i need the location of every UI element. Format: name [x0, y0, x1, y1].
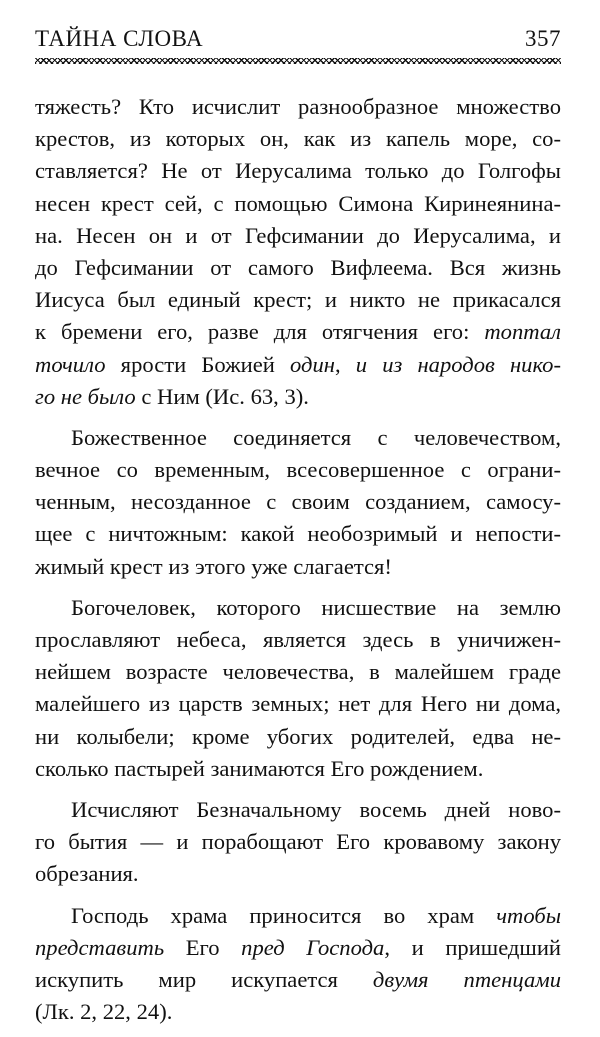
text-line: Исчисляют Безначальному восемь дней ново-	[71, 796, 561, 822]
paragraph-2	[35, 422, 561, 583]
header-ornamental-rule	[35, 58, 561, 64]
text-line: жимый крест из этого уже слагается!	[35, 553, 392, 579]
text-line: на. Несен он и от Гефсимании до Иерусалима, и	[35, 222, 561, 248]
text-line: обрезания.	[35, 861, 139, 887]
italic-run: го не было	[35, 383, 136, 409]
text-line	[35, 349, 561, 381]
paragraph-3	[35, 592, 561, 785]
text-run: ярости Божией	[105, 351, 291, 377]
text-line: тяжесть? Кто исчислит разнообразное множество	[35, 94, 561, 119]
text-line: Богочеловек, которого нисшествие на землю	[71, 594, 561, 620]
text-line: крестов, из которых он, как из капель море, со-	[35, 126, 561, 152]
italic-run: топтал	[484, 319, 561, 345]
text-line: го бытия — и порабощают Его кровавому закону	[35, 829, 561, 855]
italic-run: точило	[35, 351, 106, 377]
text-line: нейшем возрасте человечества, в малейшем граде	[35, 659, 561, 685]
text-line	[35, 316, 561, 348]
text-line: малейшего из царств земных; нет для Него ни дома,	[35, 691, 561, 717]
text-line: (Лк. 2, 22, 24).	[35, 999, 173, 1025]
text-line: ставляется? Не от Иерусалима только до Голгофы	[35, 158, 561, 184]
page-body	[35, 91, 561, 1037]
italic-run: двумя птенцами	[372, 966, 561, 992]
paragraph-4	[35, 794, 561, 891]
text-run: , и пришедший	[384, 934, 561, 960]
text-run: Его	[164, 934, 242, 960]
text-line	[35, 900, 561, 932]
italic-run: представить	[35, 934, 165, 960]
paragraph-5	[35, 900, 561, 1029]
italic-run: пред Господа	[241, 934, 385, 960]
text-line: несен крест сей, с помощью Симона Киринеянина-	[35, 190, 561, 216]
text-run: Господь храма приносится во храм	[71, 902, 497, 928]
text-line	[35, 381, 561, 413]
text-line: сколько пастырей занимаются Его рождением.	[35, 755, 484, 781]
italic-run: и из народов нико-	[355, 351, 561, 377]
text-run: ,	[334, 351, 356, 377]
text-line: вечное со временным, всесовершенное с ограни-	[35, 457, 561, 483]
italic-run: один	[290, 351, 335, 377]
text-line: Иисуса был единый крест; и никто не прикасался	[35, 287, 561, 313]
text-line: до Гефсимании от самого Вифлеема. Вся жизнь	[35, 254, 561, 280]
text-line: Божественное соединяется с человечеством,	[71, 424, 561, 450]
book-title: ТАЙНА СЛОВА	[35, 26, 204, 51]
text-line: ни колыбели; кроме убогих родителей, едва не-	[35, 723, 561, 749]
italic-run: чтобы	[496, 902, 561, 928]
text-line: щее с ничтожным: какой необозримый и непости-	[35, 521, 561, 547]
text-run: к бремени его, разве для отягчения его:	[35, 319, 485, 345]
text-line: прославляют небеса, является здесь в уничижен-	[35, 627, 561, 652]
text-run: с Ним (Ис. 63, 3).	[135, 383, 309, 409]
text-run: искупить мир искупается	[35, 966, 373, 992]
paragraph-1	[35, 91, 561, 413]
running-header	[35, 24, 561, 54]
text-line	[35, 932, 561, 964]
text-line	[35, 964, 561, 996]
text-line: ченным, несозданное с своим созданием, самосу-	[35, 489, 561, 515]
page-number: 357	[525, 26, 561, 51]
